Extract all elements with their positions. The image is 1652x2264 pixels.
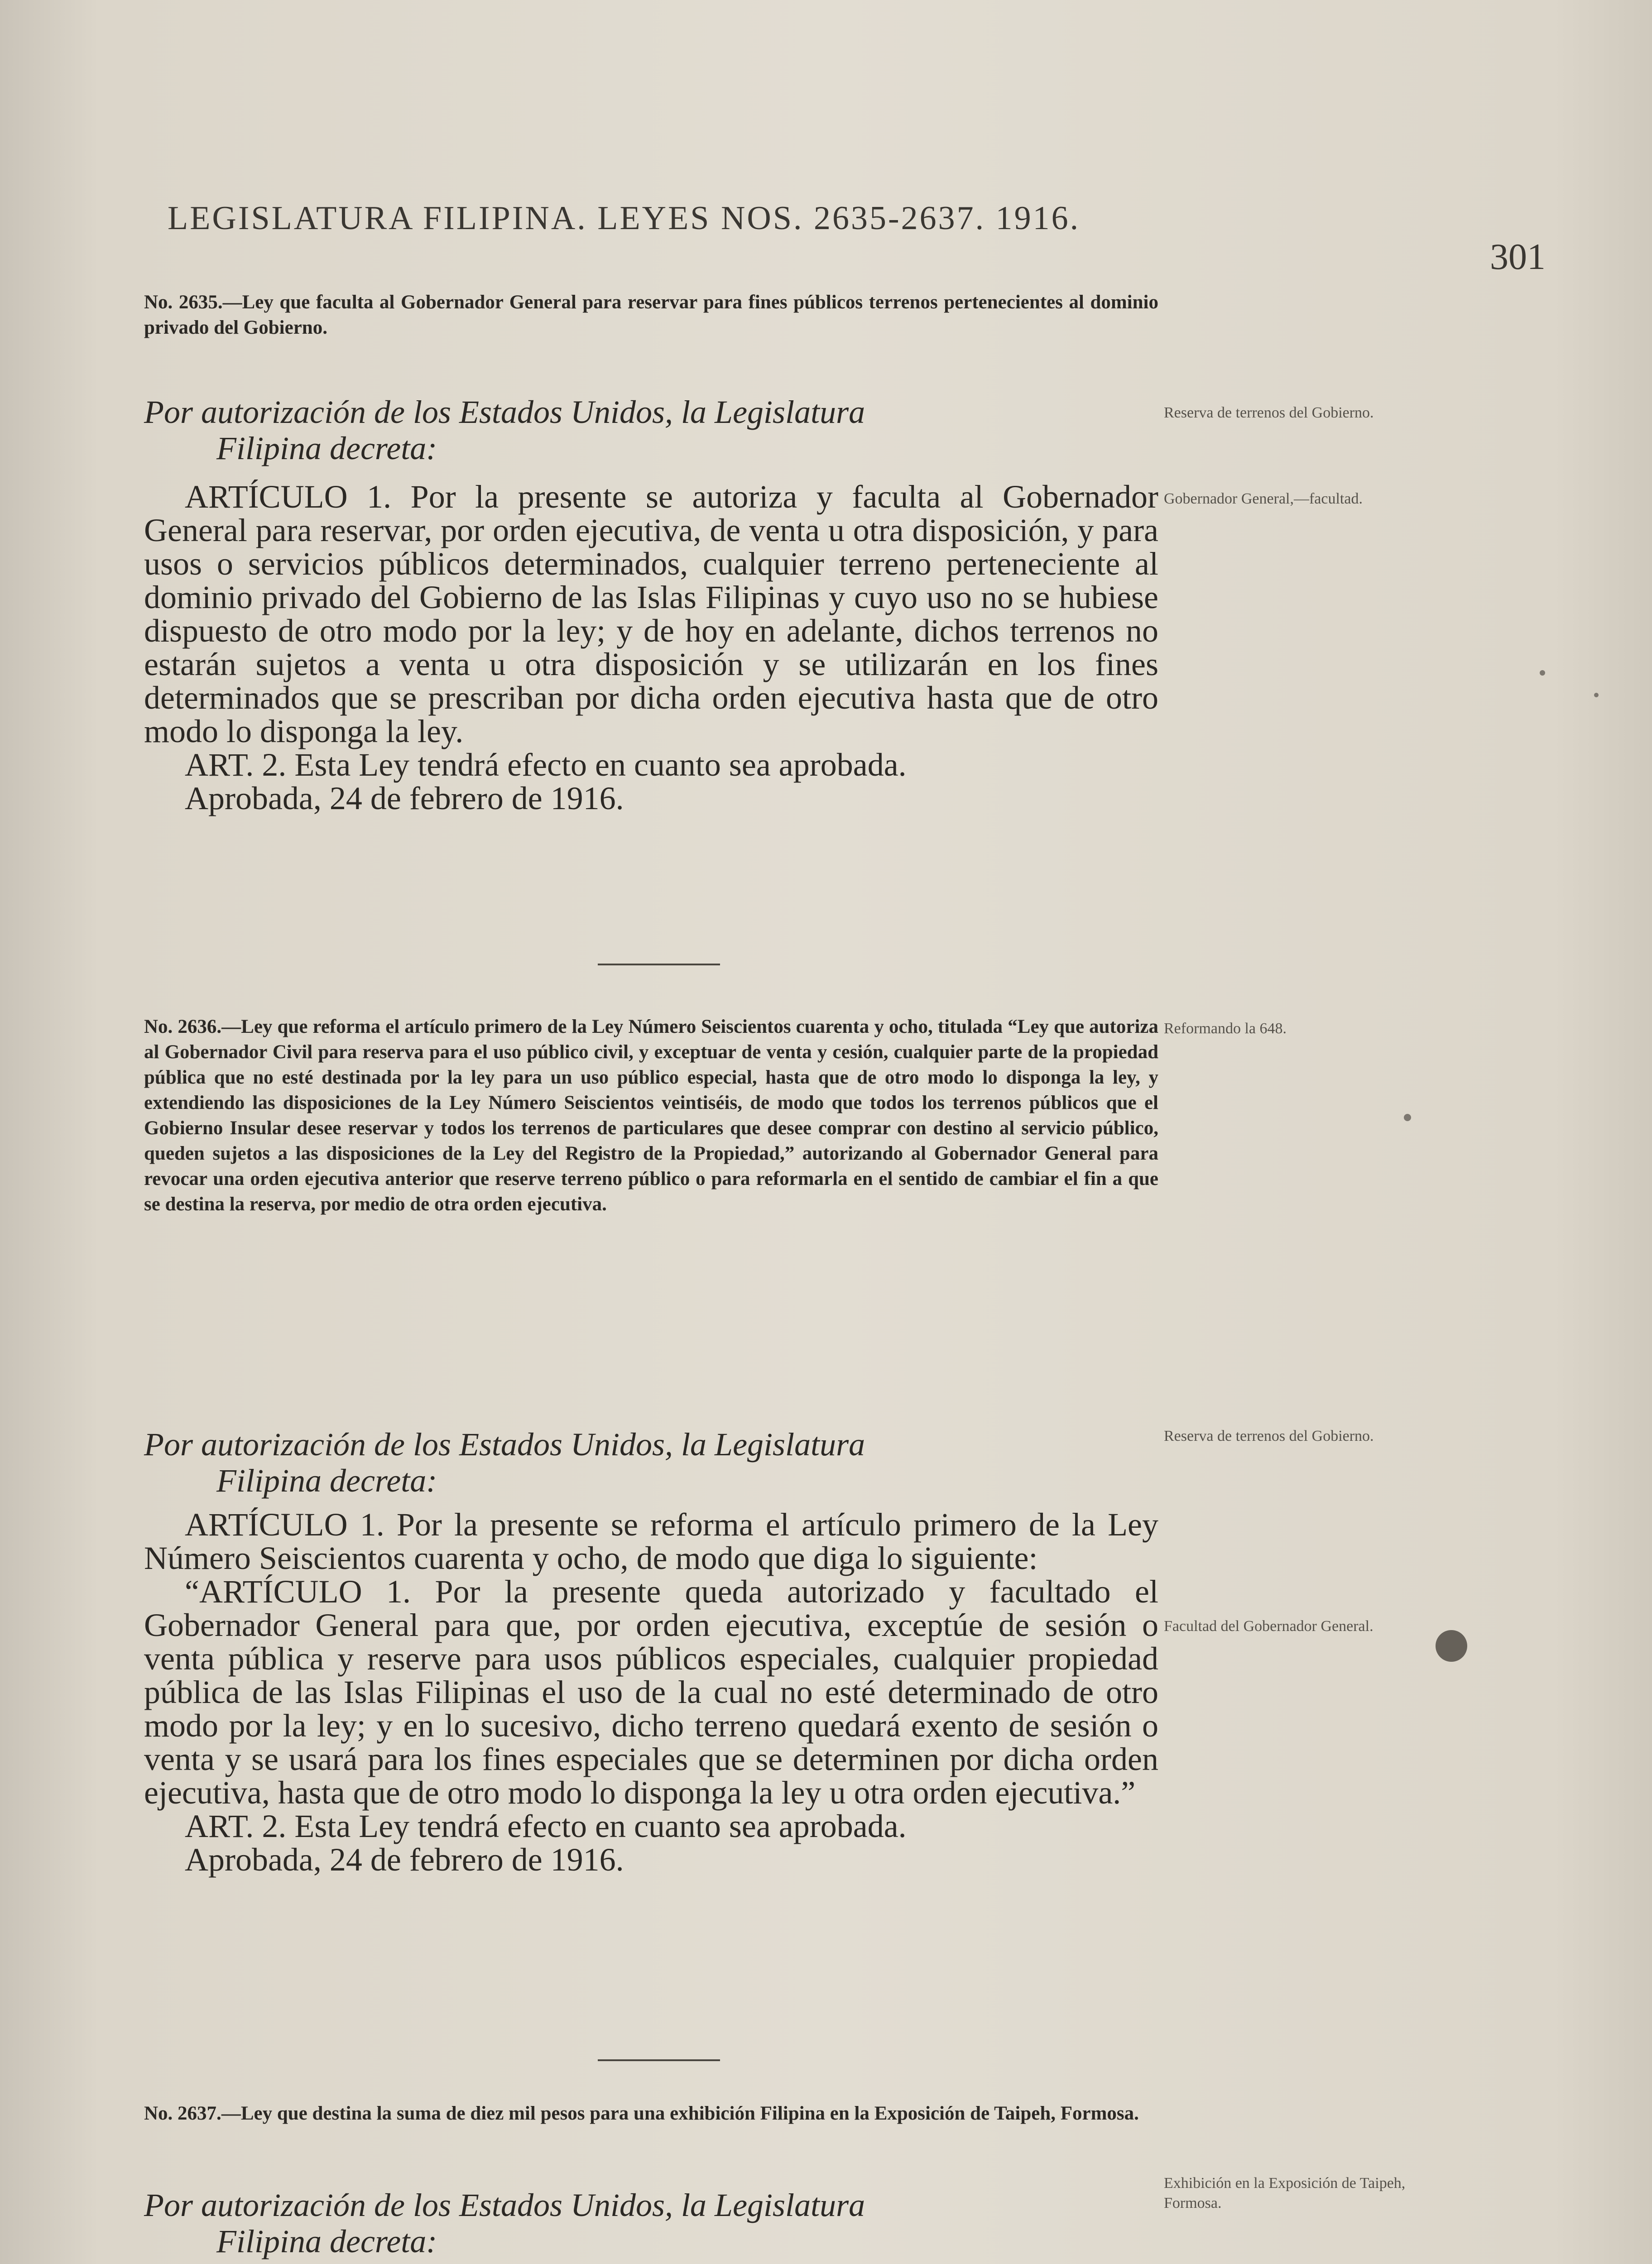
law-2637-enacting-line-1: Por autorización de los Estados Unidos, la Legislatura — [144, 2187, 865, 2223]
section-divider-1 — [598, 964, 720, 965]
law-2636-enacting-clause — [144, 1426, 1158, 1499]
law-2636-margin-note-2: Facultad del Gobernador General. — [1164, 1618, 1373, 1635]
law-2635-art2-text: Esta Ley tendrá efecto en cuanto sea aprobada. — [294, 747, 907, 783]
law-2637-number: No. 2637. — [144, 2103, 221, 2124]
law-2637-margin-note-1: Exhibición en la Exposición de Taipeh, Formosa. — [1164, 2175, 1406, 2211]
law-2636-summary — [144, 1014, 1158, 1217]
law-2635-enacting-line-2: Filipina decreta: — [216, 430, 437, 466]
law-2636-body — [144, 1508, 1158, 1876]
law-2636-enacting-line-1: Por autorización de los Estados Unidos, la Legislatura — [144, 1426, 865, 1463]
scan-speck — [1540, 670, 1545, 676]
law-2637-enacting-clause — [144, 2187, 1158, 2259]
law-2635-art2-label: ART. 2. — [185, 747, 287, 783]
law-2636-margin-note-1: Reserva de terrenos del Gobierno. — [1164, 1428, 1374, 1444]
law-2635-art1-label: ARTÍCULO 1. — [185, 479, 392, 515]
section-divider-2 — [598, 2059, 720, 2061]
ink-blot — [1436, 1630, 1467, 1662]
law-2636-art2-label: ART. 2. — [185, 1808, 287, 1844]
law-2635-article-1 — [144, 480, 1158, 748]
law-2636-approved: Aprobada, 24 de febrero de 1916. — [185, 1842, 624, 1878]
law-2637-enacting-line-2: Filipina decreta: — [216, 2223, 437, 2259]
law-2635-body — [144, 480, 1158, 815]
law-2637-summary-text: —Ley que destina la suma de diez mil pesos para una exhibición Filipina en la Exposición de Taipeh, Formosa. — [221, 2103, 1139, 2124]
law-2635-margin-note-1: Reserva de terrenos del Gobierno. — [1164, 404, 1374, 421]
law-2635-summary — [144, 290, 1158, 341]
law-2635-enacting-clause — [144, 394, 1158, 466]
law-2636-art1-text: Por la presente se reforma el artículo primero de la Ley Número Seiscientos cuarenta y ocho, de modo que diga lo siguiente: — [144, 1506, 1158, 1576]
law-2635-art1-text: Por la presente se autoriza y faculta al Gobernador General para reservar, por orden ejecutiva, de venta u otra disposición, y para usos o servicios públicos determinados, cualquier terreno perteneciente al dominio privado del Gobierno de las Islas Filipinas y cuyo uso no se hubiese dispuesto de otro modo por la ley; y de hoy en adelante, dichos terrenos no estarán sujetos a venta u otra disposición y se utilizarán en los fines determinados que se prescriban por dicha orden ejecutiva hasta que de otro modo lo disponga la ley. — [144, 479, 1158, 749]
scan-speck — [1594, 693, 1599, 697]
running-header: LEGISLATURA FILIPINA. LEYES NOS. 2635-2637. 1916. — [168, 200, 1081, 237]
law-2635-summary-text: —Ley que faculta al Gobernador General para reservar para fines públicos terrenos pertenecientes al dominio privado del Gobierno. — [144, 292, 1158, 338]
law-2635-approved: Aprobada, 24 de febrero de 1916. — [185, 780, 624, 816]
law-2636-summary-text: —Ley que reforma el artículo primero de la Ley Número Seiscientos cuarenta y ocho, titulada “Ley que autoriza al Gobernador Civil para reserva para el uso público civil, y exceptuar de venta y cesión, cualquier parte de la propiedad pública que no esté destinada por la ley para un uso público especial, hasta que de otro modo lo disponga la ley, y extendiendo las disposiciones de la Ley Número Seiscientos veintiséis, de modo que todos los terrenos públicos que el Gobierno Insular desee reservar y todos los terrenos de particulares que desee comprar con destino al servicio público, queden sujetos a las disposiciones de la Ley del Registro de la Propiedad,” autorizando al Gobernador General para revocar una orden ejecutiva anterior que reserve terreno público o para reformarla en el sentido de cambiar el fin a que se destina la reserva, por medio de otra orden ejecutiva. — [144, 1016, 1158, 1215]
law-2637-summary — [144, 2101, 1158, 2126]
law-2635-enacting-line-1: Por autorización de los Estados Unidos, la Legislatura — [144, 394, 865, 430]
law-2636-quote-label: “ARTÍCULO 1. — [185, 1573, 411, 1610]
law-2636-quoted-article — [144, 1575, 1158, 1809]
law-2636-article-1 — [144, 1508, 1158, 1575]
page-number: 301 — [1490, 236, 1546, 277]
law-2636-enacting-line-2: Filipina decreta: — [216, 1463, 437, 1499]
law-2635-article-2 — [144, 748, 1158, 782]
law-2635-margin-note-2: Gobernador General,—facultad. — [1164, 490, 1363, 507]
law-2636-quote-text: Por la presente queda autorizado y facultado el Gobernador General para que, por orden ejecutiva, exceptúe de sesión o venta pública y reserve para usos públicos especiales, cualquier propiedad pública de las Islas Filipinas el uso de la cual no esté determinado de otro modo por la ley; y en lo sucesivo, dicho terreno quedará exento de sesión o venta y se usará para los fines especiales que se determinen por dicha orden ejecutiva, hasta que de otro modo lo disponga la ley u otra orden ejecutiva.” — [144, 1573, 1159, 1811]
law-2636-article-2 — [144, 1809, 1158, 1843]
scan-speck — [1404, 1114, 1411, 1121]
law-2636-number: No. 2636. — [144, 1016, 222, 1037]
law-2636-art1-label: ARTÍCULO 1. — [185, 1506, 384, 1543]
law-2636-art2-text: Esta Ley tendrá efecto en cuanto sea aprobada. — [294, 1808, 907, 1844]
law-2635-number: No. 2635. — [144, 292, 223, 313]
law-2636-margin-summary: Reformando la 648. — [1164, 1020, 1287, 1037]
